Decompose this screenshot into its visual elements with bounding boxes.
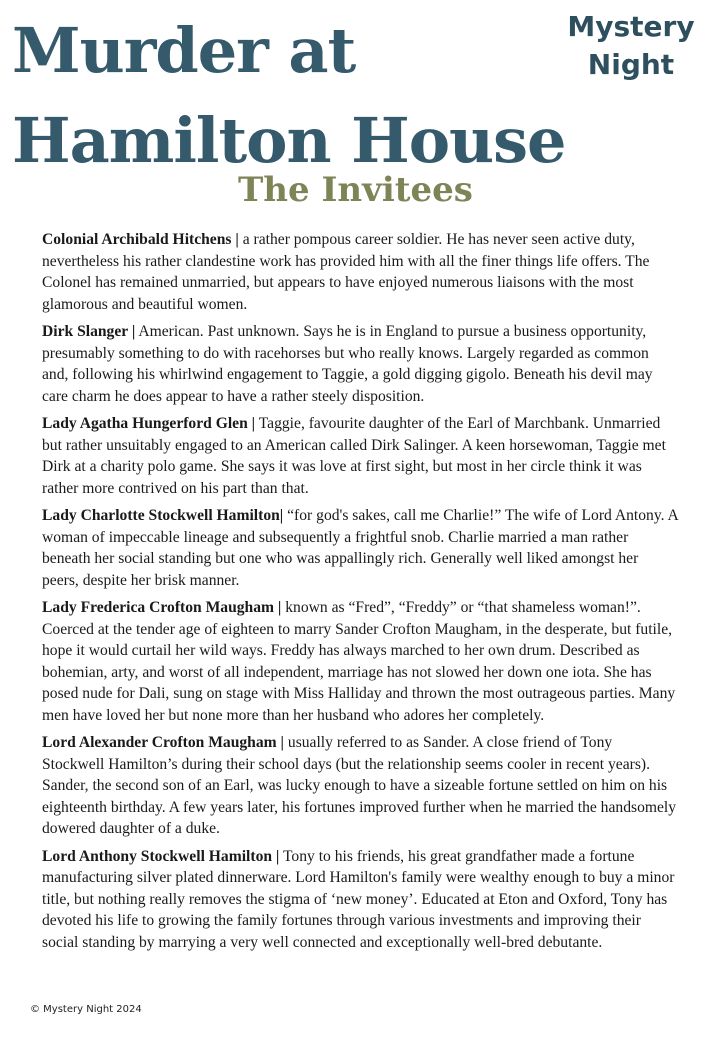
invitee-entry-lord-alexander xyxy=(42,732,678,840)
invitee-description: Tony to his friends, his great grandfather made a fortune manufacturing silver plated dinnerware. Lord Hamilton's family were wealthy enough to buy a minor title, but nothing really removes the stigma of ‘new money’. Educated at Eton and Oxford, Tony has devoted his life to growing the family fortunes through various investments and improving their social standing by marrying a very well connected and exceptionally well-bred debutante. xyxy=(42,847,675,951)
invitee-description: Taggie, favourite daughter of the Earl of Marchbank. Unmarried but rather unsuitably engaged to an American called Dirk Salinger. A keen horsewoman, Taggie met Dirk at a charity polo game. She says it was love at first sight, but most in her circle think it was rather more contrived on his part than that. xyxy=(42,415,666,497)
invitee-entry-lord-anthony xyxy=(42,846,678,954)
invitee-description: a rather pompous career soldier. He has never seen active duty, nevertheless his rather clandestine work has provided him with all the finer things life offers. The Colonel has remained unmarried, but appears to have enjoyed numerous liaisons with the most glamorous and beautiful women. xyxy=(42,231,650,313)
invitee-entry-lady-agatha xyxy=(42,413,678,499)
invitee-entry-dirk-slanger xyxy=(42,321,678,407)
invitee-description: American. Past unknown. Says he is in England to pursue a business opportunity, presumably something to do with racehorses but who really knows. Largely regarded as common and, following his whirlwind engagement to Taggie, a gold digging gigolo. Beneath his devil may care charm he does appear to have a rather steely disposition. xyxy=(42,323,653,405)
invitee-name: Lady Frederica Crofton Maugham | xyxy=(42,599,282,616)
invitee-entry-lady-charlotte xyxy=(42,505,678,591)
section-subtitle: The Invitees xyxy=(238,170,473,210)
copyright-footer: © Mystery Night 2024 xyxy=(30,1004,142,1015)
invitee-name: Colonial Archibald Hitchens | xyxy=(42,231,239,248)
invitee-name: Lord Alexander Crofton Maugham | xyxy=(42,734,284,751)
invitee-name: Lady Agatha Hungerford Glen | xyxy=(42,415,256,432)
invitee-description: usually referred to as Sander. A close friend of Tony Stockwell Hamilton’s during their school days (but the relationship seems cooler in recent years). Sander, the second son of an Earl, was lucky enough to have a sizeable fortune settled on him on his eighteenth birthday. A few years later, his fortunes improved further when he married the handsomely dowered daughter of a duke. xyxy=(42,734,677,837)
brand-logo xyxy=(556,8,706,84)
invitee-entry-lady-frederica xyxy=(42,597,678,726)
page-title-line-2: Hamilton House xyxy=(12,104,566,177)
invitee-description: known as “Fred”, “Freddy” or “that shameless woman!”. Coerced at the tender age of eighteen to marry Sander Crofton Maugham, in the desperate, but futile, hope it would curtail her wild ways. Freddy has always marched to her own drum. Described as bohemian, arty, and worst of all independent, marriage has not slowed her down one iota. She has posed nude for Dali, sung on stage with Miss Halliday and thrown the most outrageous parties. Many men have loved her but none more than her husband who adores her completely. xyxy=(42,599,676,724)
brand-logo-line-1: Mystery xyxy=(567,10,695,43)
brand-logo-line-2: Night xyxy=(587,48,675,81)
invitee-name: Dirk Slanger | xyxy=(42,323,136,340)
invitee-entry-colonel-hitchens xyxy=(42,229,678,315)
invitee-name: Lord Anthony Stockwell Hamilton | xyxy=(42,847,280,865)
invitee-description: “for god's sakes, call me Charlie!” The wife of Lord Antony. A woman of impeccable lineage and subsequently a frightful snob. Charlie married a man rather beneath her social standing but one who was appallingly rich. Generally well liked amongst her peers, despite her brisk manner. xyxy=(42,507,678,589)
invitee-list xyxy=(42,229,678,959)
invitee-name: Lady Charlotte Stockwell Hamilton| xyxy=(42,507,284,524)
page-title-line-1: Murder at xyxy=(12,14,356,87)
